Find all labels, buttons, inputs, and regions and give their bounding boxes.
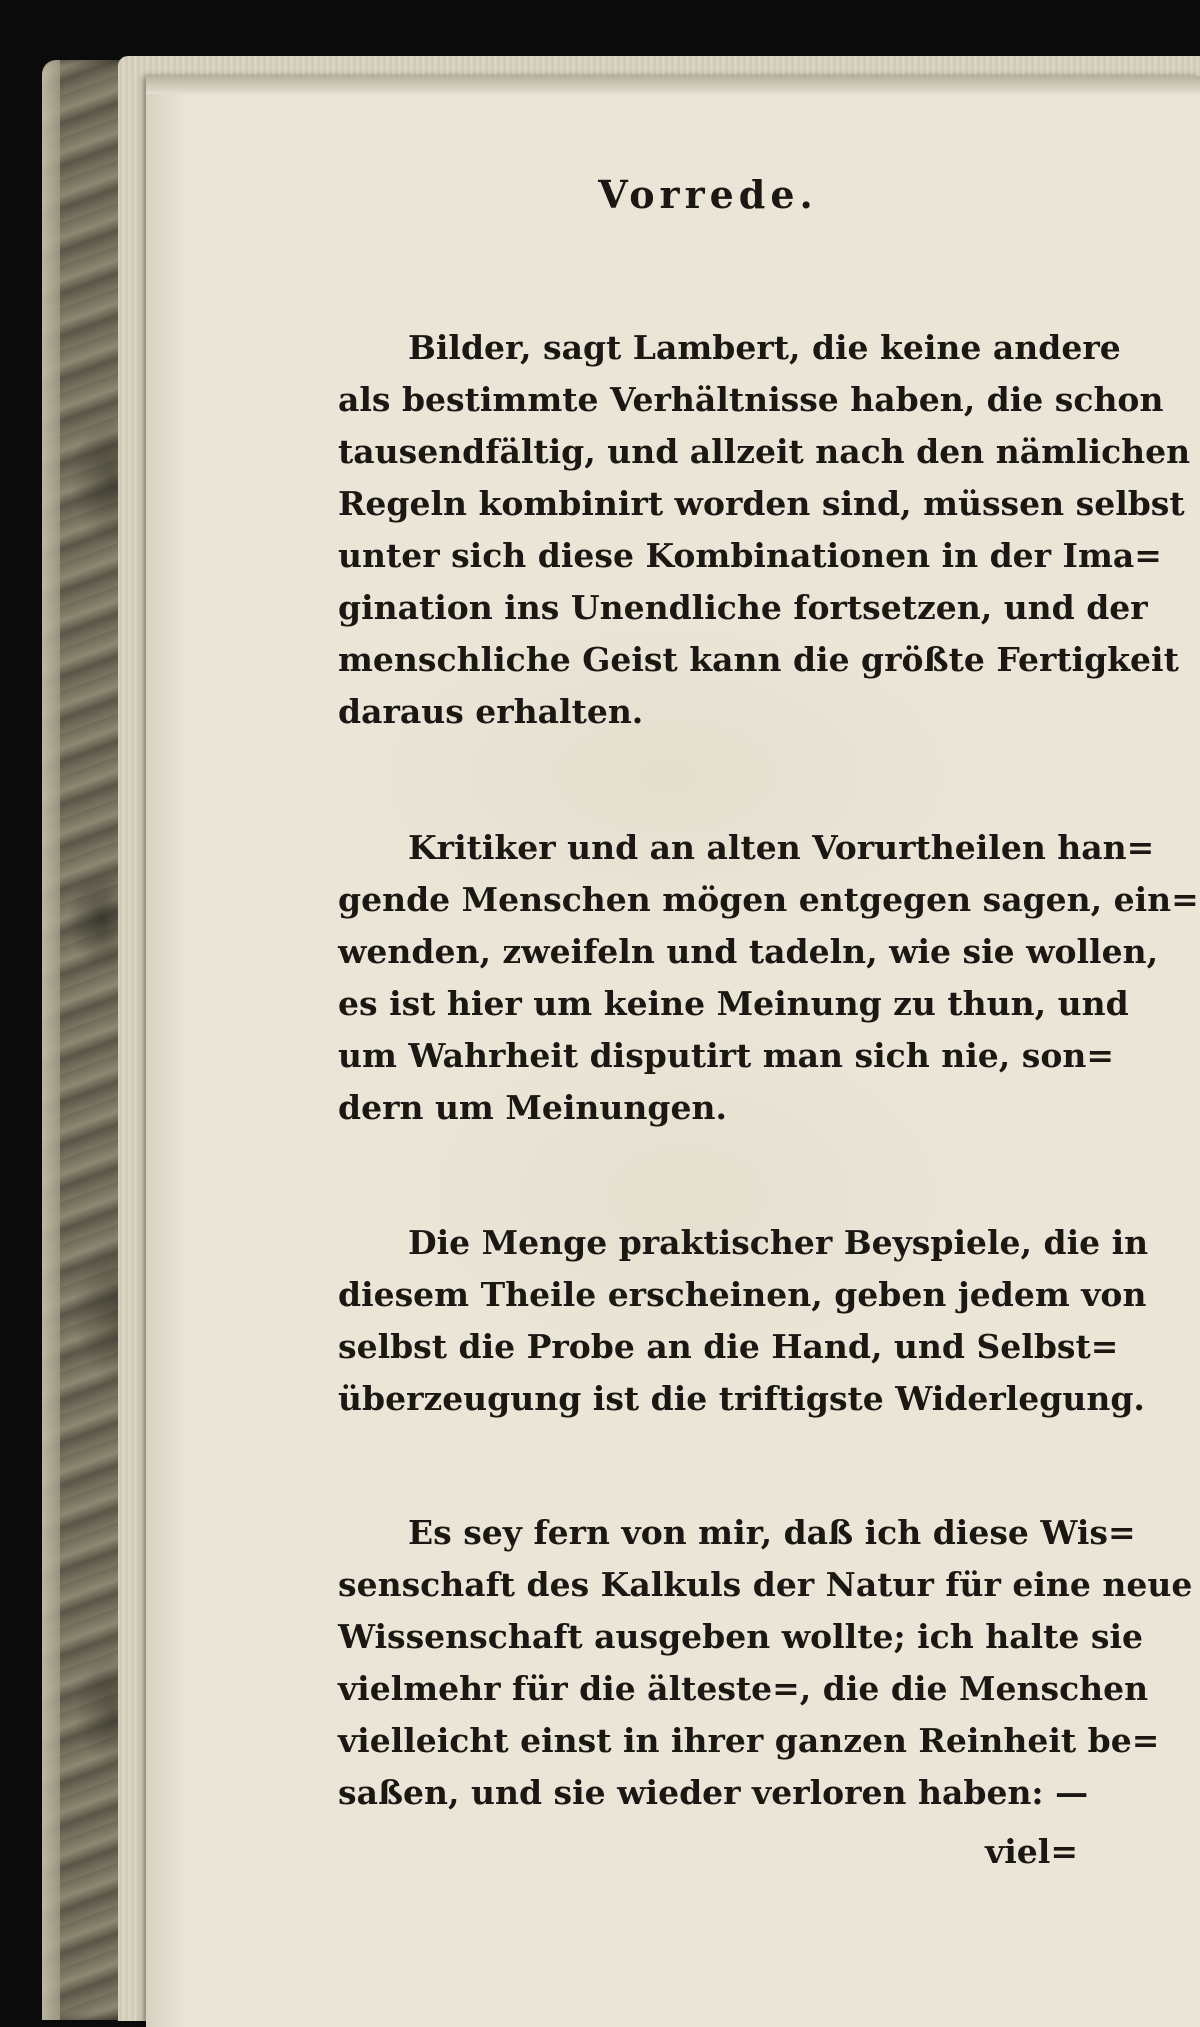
text-line: um Wahrheit disputirt man sich nie, son= bbox=[338, 1036, 1114, 1075]
running-head: Vorrede. bbox=[598, 172, 818, 217]
text-line: daraus erhalten. bbox=[338, 692, 644, 731]
text-line: es ist hier um keine Meinung zu thun, und bbox=[338, 984, 1129, 1023]
text-line: gende Menschen mögen entgegen sagen, ein= bbox=[338, 880, 1199, 919]
paragraph-4 bbox=[338, 1507, 1193, 1819]
text-line: Regeln kombinirt worden sind, müssen selbst bbox=[338, 484, 1185, 523]
text-line: vielmehr für die älteste=, die die Menschen bbox=[338, 1669, 1149, 1708]
text-line: Bilder, sagt Lambert, die keine andere bbox=[408, 328, 1121, 367]
text-line: überzeugung ist die triftigste Widerlegung. bbox=[338, 1379, 1145, 1418]
text-line: Kritiker und an alten Vorurtheilen han= bbox=[408, 828, 1155, 867]
text-line: unter sich diese Kombinationen in der Ima= bbox=[338, 536, 1162, 575]
text-line: vielleicht einst in ihrer ganzen Reinheit be= bbox=[338, 1721, 1160, 1760]
text-line: tausendfältig, und allzeit nach den nämlichen bbox=[338, 432, 1191, 471]
cover-edge bbox=[42, 60, 60, 2020]
paragraph-2 bbox=[338, 822, 1199, 1134]
text-line: als bestimmte Verhältnisse haben, die schon bbox=[338, 380, 1164, 419]
page-top-shadow bbox=[146, 76, 1200, 94]
text-line: diesem Theile erscheinen, geben jedem von bbox=[338, 1275, 1147, 1314]
text-line: wenden, zweifeln und tadeln, wie sie wollen, bbox=[338, 932, 1159, 971]
text-line: Die Menge praktischer Beyspiele, die in bbox=[408, 1223, 1149, 1262]
text-line: Es sey fern von mir, daß ich diese Wis= bbox=[408, 1513, 1136, 1552]
text-line: menschliche Geist kann die größte Fertigkeit bbox=[338, 640, 1179, 679]
book-page bbox=[146, 76, 1200, 2027]
text-line: saßen, und sie wieder verloren haben: — bbox=[338, 1773, 1089, 1812]
catchword: viel= bbox=[985, 1832, 1078, 1871]
paragraph-1 bbox=[338, 322, 1191, 738]
paragraph-3 bbox=[338, 1217, 1149, 1425]
text-line: selbst die Probe an die Hand, und Selbst= bbox=[338, 1327, 1119, 1366]
text-line: gination ins Unendliche fortsetzen, und der bbox=[338, 588, 1148, 627]
text-line: dern um Meinungen. bbox=[338, 1088, 727, 1127]
text-line: senschaft des Kalkuls der Natur für eine neue bbox=[338, 1565, 1193, 1604]
text-line: Wissenschaft ausgeben wollte; ich halte sie bbox=[338, 1617, 1143, 1656]
